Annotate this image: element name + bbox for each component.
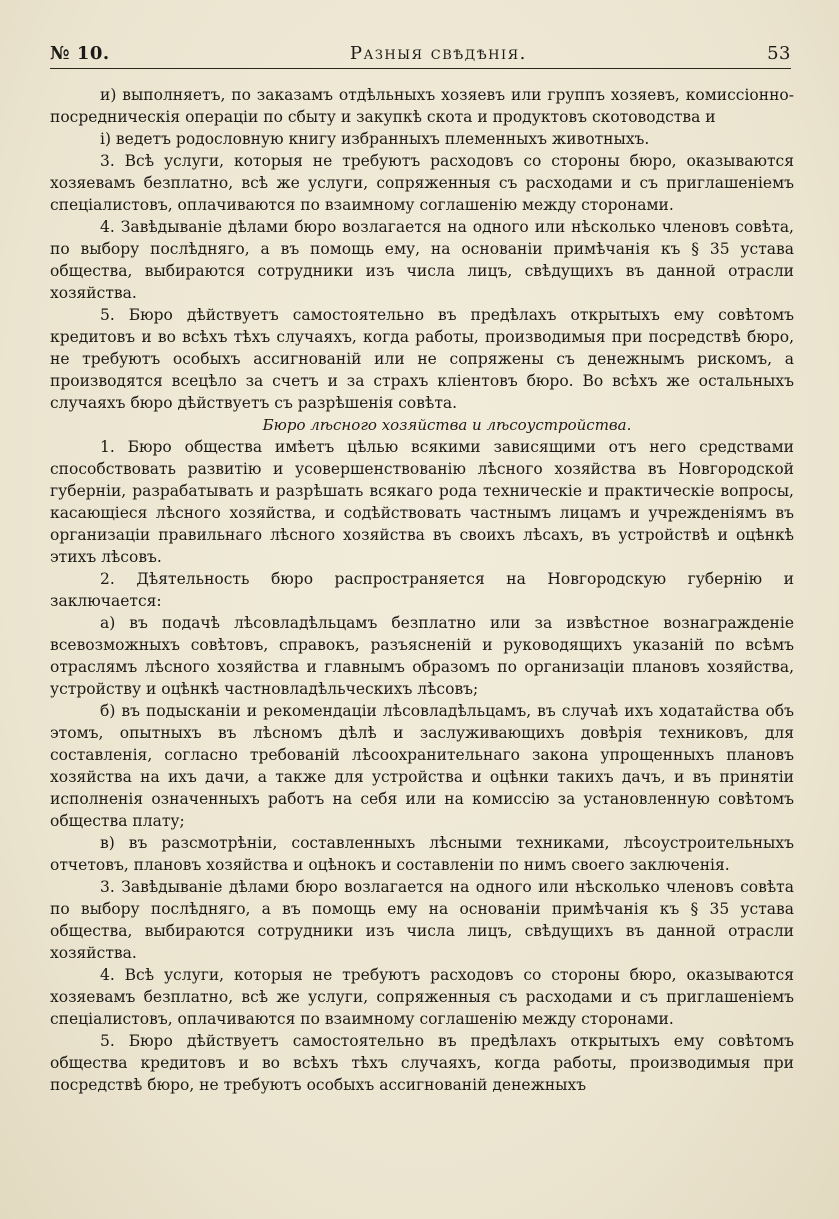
paragraph: 5. Бюро дѣйствуетъ самостоятельно въ предѣлахъ открытыхъ ему совѣтомъ общества кредитовъ и во всѣхъ тѣхъ случаяхъ, когда работы, производимыя при посредствѣ бюро, не требуютъ особыхъ ассигнованій денежныхъ: [50, 1032, 794, 1094]
paragraph: б) въ подысканіи и рекомендаціи лѣсовладѣльцамъ, въ случаѣ ихъ ходатайства объ этомъ, опытныхъ въ лѣсномъ дѣлѣ и заслуживающихъ довѣрія техниковъ, для составленія, согласно требованій лѣсоохранительнаго закона упрощенныхъ плановъ хозяйства на ихъ дачи, а также для устройства и оцѣнки такихъ дачъ, и въ принятіи исполненія означенныхъ работъ на себя или на комиссію за установленную совѣтомъ общества плату;: [50, 702, 794, 830]
paragraph: і) ведетъ родословную книгу избранныхъ племенныхъ животныхъ.: [100, 130, 650, 148]
paragraph: 2. Дѣятельность бюро распространяется на Новгородскую губернію и заключается:: [50, 570, 794, 610]
paragraph: 4. Всѣ услуги, которыя не требуютъ расходовъ со стороны бюро, оказываются хозяевамъ безплатно, всѣ же услуги, сопряженныя съ расходами и съ приглашеніемъ спеціалистовъ, оплачиваются по взаимному соглашенію между сторонами.: [50, 966, 794, 1028]
paragraph: в) въ разсмотрѣніи, составленныхъ лѣсными техниками, лѣсоустроительныхъ отчетовъ, плановъ хозяйства и оцѣнокъ и составленіи по нимъ своего заключенія.: [50, 834, 794, 874]
running-title: Разныя свѣдѣнія.: [349, 43, 527, 64]
running-header: [50, 30, 791, 69]
paragraph: а) въ подачѣ лѣсовладѣльцамъ безплатно или за извѣстное вознагражденіе всевозможныхъ совѣтовъ, справокъ, разъясненій и руководящихъ указаній по всѣмъ отраслямъ лѣсного хозяйства и главнымъ образомъ по организаціи плановъ хозяйства, устройству и оцѣнкѣ частновладѣльческихъ лѣсовъ;: [50, 614, 794, 698]
page-number: 53: [767, 43, 791, 64]
section-heading: Бюро лѣсного хозяйства и лѣсоустройства.: [262, 416, 632, 434]
paragraph: 3. Завѣдыванiе дѣлами бюро возлагается на одного или нѣсколько членовъ совѣта по выбору послѣдняго, а въ помощь ему на основаніи примѣчанія къ § 35 устава общества, выбираются сотрудники изъ числа лицъ, свѣдущихъ въ данной отрасли хозяйства.: [50, 878, 794, 962]
issue-number: № 10.: [50, 43, 110, 64]
section-forestry-bureau: [50, 436, 794, 1096]
paragraph: 4. Завѣдыванiе дѣлами бюро возлагается на одного или нѣсколько членовъ совѣта, по выбору послѣдняго, а въ помощь ему, на основаніи примѣчанія къ § 35 устава общества, выбираются сотрудники изъ числа лицъ, свѣдущихъ въ данной отрасли хозяйства.: [50, 218, 794, 302]
section-livestock-bureau: [50, 84, 794, 414]
paragraph: 5. Бюро дѣйствуетъ самостоятельно въ предѣлахъ открытыхъ ему совѣтомъ кредитовъ и во всѣхъ тѣхъ случаяхъ, когда работы, производимыя при посредствѣ бюро, не требуютъ особыхъ ассигнованій или не сопряжены съ денежнымъ рискомъ, а производятся всецѣло за счетъ и за страхъ кліентовъ бюро. Во всѣхъ же остальныхъ случаяхъ бюро дѣйствуетъ съ разрѣшенія совѣта.: [50, 306, 794, 412]
paragraph: и) выполняетъ, по заказамъ отдѣльныхъ хозяевъ или группъ хозяевъ, комиссіонно-посредническія операціи по сбыту и закупкѣ скота и продуктовъ скотоводства и: [50, 86, 794, 126]
paragraph: 3. Всѣ услуги, которыя не требуютъ расходовъ со стороны бюро, оказываются хозяевамъ безплатно, всѣ же услуги, сопряженныя съ расходами и съ приглашеніемъ спеціалистовъ, оплачиваются по взаимному соглашенію между сторонами.: [50, 152, 794, 214]
paragraph: 1. Бюро общества имѣетъ цѣлью всякими зависящими отъ него средствами способствовать развитію и усовершенствованію лѣсного хозяйства въ Новгородской губерніи, разрабатывать и разрѣшать всякаго рода техническіе и практическіе вопросы, касающіеся лѣсного хозяйства, и содѣйствовать частнымъ лицамъ и учрежденіямъ въ организаціи правильнаго лѣсного хозяйства въ своихъ лѣсахъ, въ устройствѣ и оцѣнкѣ этихъ лѣсовъ.: [50, 438, 794, 566]
page-body: [50, 84, 794, 1096]
